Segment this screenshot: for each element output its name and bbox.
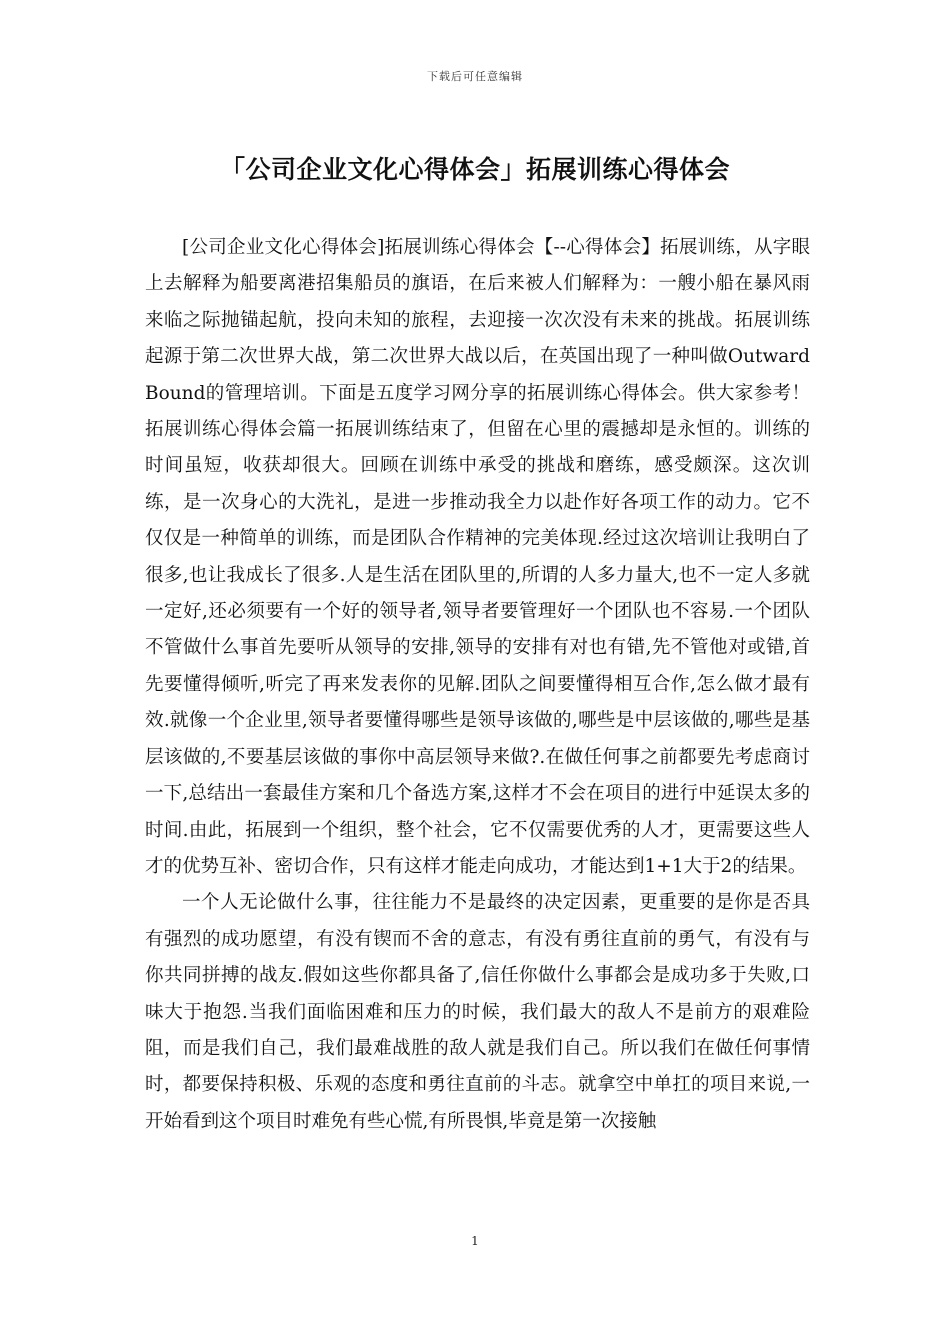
body-paragraph: 一个人无论做什么事，往往能力不是最终的决定因素，更重要的是你是否具有强烈的成功愿望，有没有锲而不舍的意志，有没有勇往直前的勇气，有没有与你共同拼搏的战友.假如这些你都具备了,信任你做什么事都会是成功多于失败,口味大于抱怨.当我们面临困难和压力的时候，我们最大的敌人不是前方的艰难险阻，而是我们自己，我们最难战胜的敌人就是我们自己。所以我们在做任何事情时，都要保持积极、乐观的态度和勇往直前的斗志。就拿空中单扛的项目来说,一开始看到这个项目时难免有些心慌,有所畏惧,毕竟是第一次接触 (145, 892, 810, 1132)
document-title: 「公司企业文化心得体会」拓展训练心得体会 (219, 155, 730, 184)
page-number: 1 (471, 1234, 479, 1248)
document-body (145, 230, 810, 1140)
header-note: 下载后可任意编辑 (427, 70, 523, 83)
body-paragraph: [公司企业文化心得体会]拓展训练心得体会【--心得体会】拓展训练，从字眼上去解释为船要离港招集船员的旗语，在后来被人们解释为：一艘小船在暴风雨来临之际抛锚起航，投向未知的旅程，去迎接一次次没有未来的挑战。拓展训练起源于第二次世界大战，第二次世界大战以后，在英国出现了一种叫做OutwardBound的管理培训。下面是五度学习网分享的拓展训练心得体会。供大家参考！拓展训练心得体会篇一拓展训练结束了，但留在心里的震撼却是永恒的。训练的时间虽短，收获却很大。回顾在训练中承受的挑战和磨练，感受颇深。这次训练，是一次身心的大洗礼，是进一步推动我全力以赴作好各项工作的动力。它不仅仅是一种简单的训练，而是团队合作精神的完美体现.经过这次培训让我明白了很多,也让我成长了很多.人是生活在团队里的,所谓的人多力量大,也不一定人多就一定好,还必须要有一个好的领导者,领导者要管理好一个团队也不容易.一个团队不管做什么事首先要听从领导的安排,领导的安排有对也有错,先不管他对或错,首先要懂得倾听,听完了再来发表你的见解.团队之间要懂得相互合作,怎么做才最有效.就像一个企业里,领导者要懂得哪些是领导该做的,哪些是中层该做的,哪些是基层该做的,不要基层该做的事你中高层领导来做?.在做任何事之前都要先考虑商讨一下,总结出一套最佳方案和几个备选方案,这样才不会在项目的进行中延误太多的时间.由此，拓展到一个组织，整个社会，它不仅需要优秀的人才，更需要这些人才的优势互补、密切合作，只有这样才能走向成功，才能达到1+1大于2的结果。 (145, 237, 810, 877)
